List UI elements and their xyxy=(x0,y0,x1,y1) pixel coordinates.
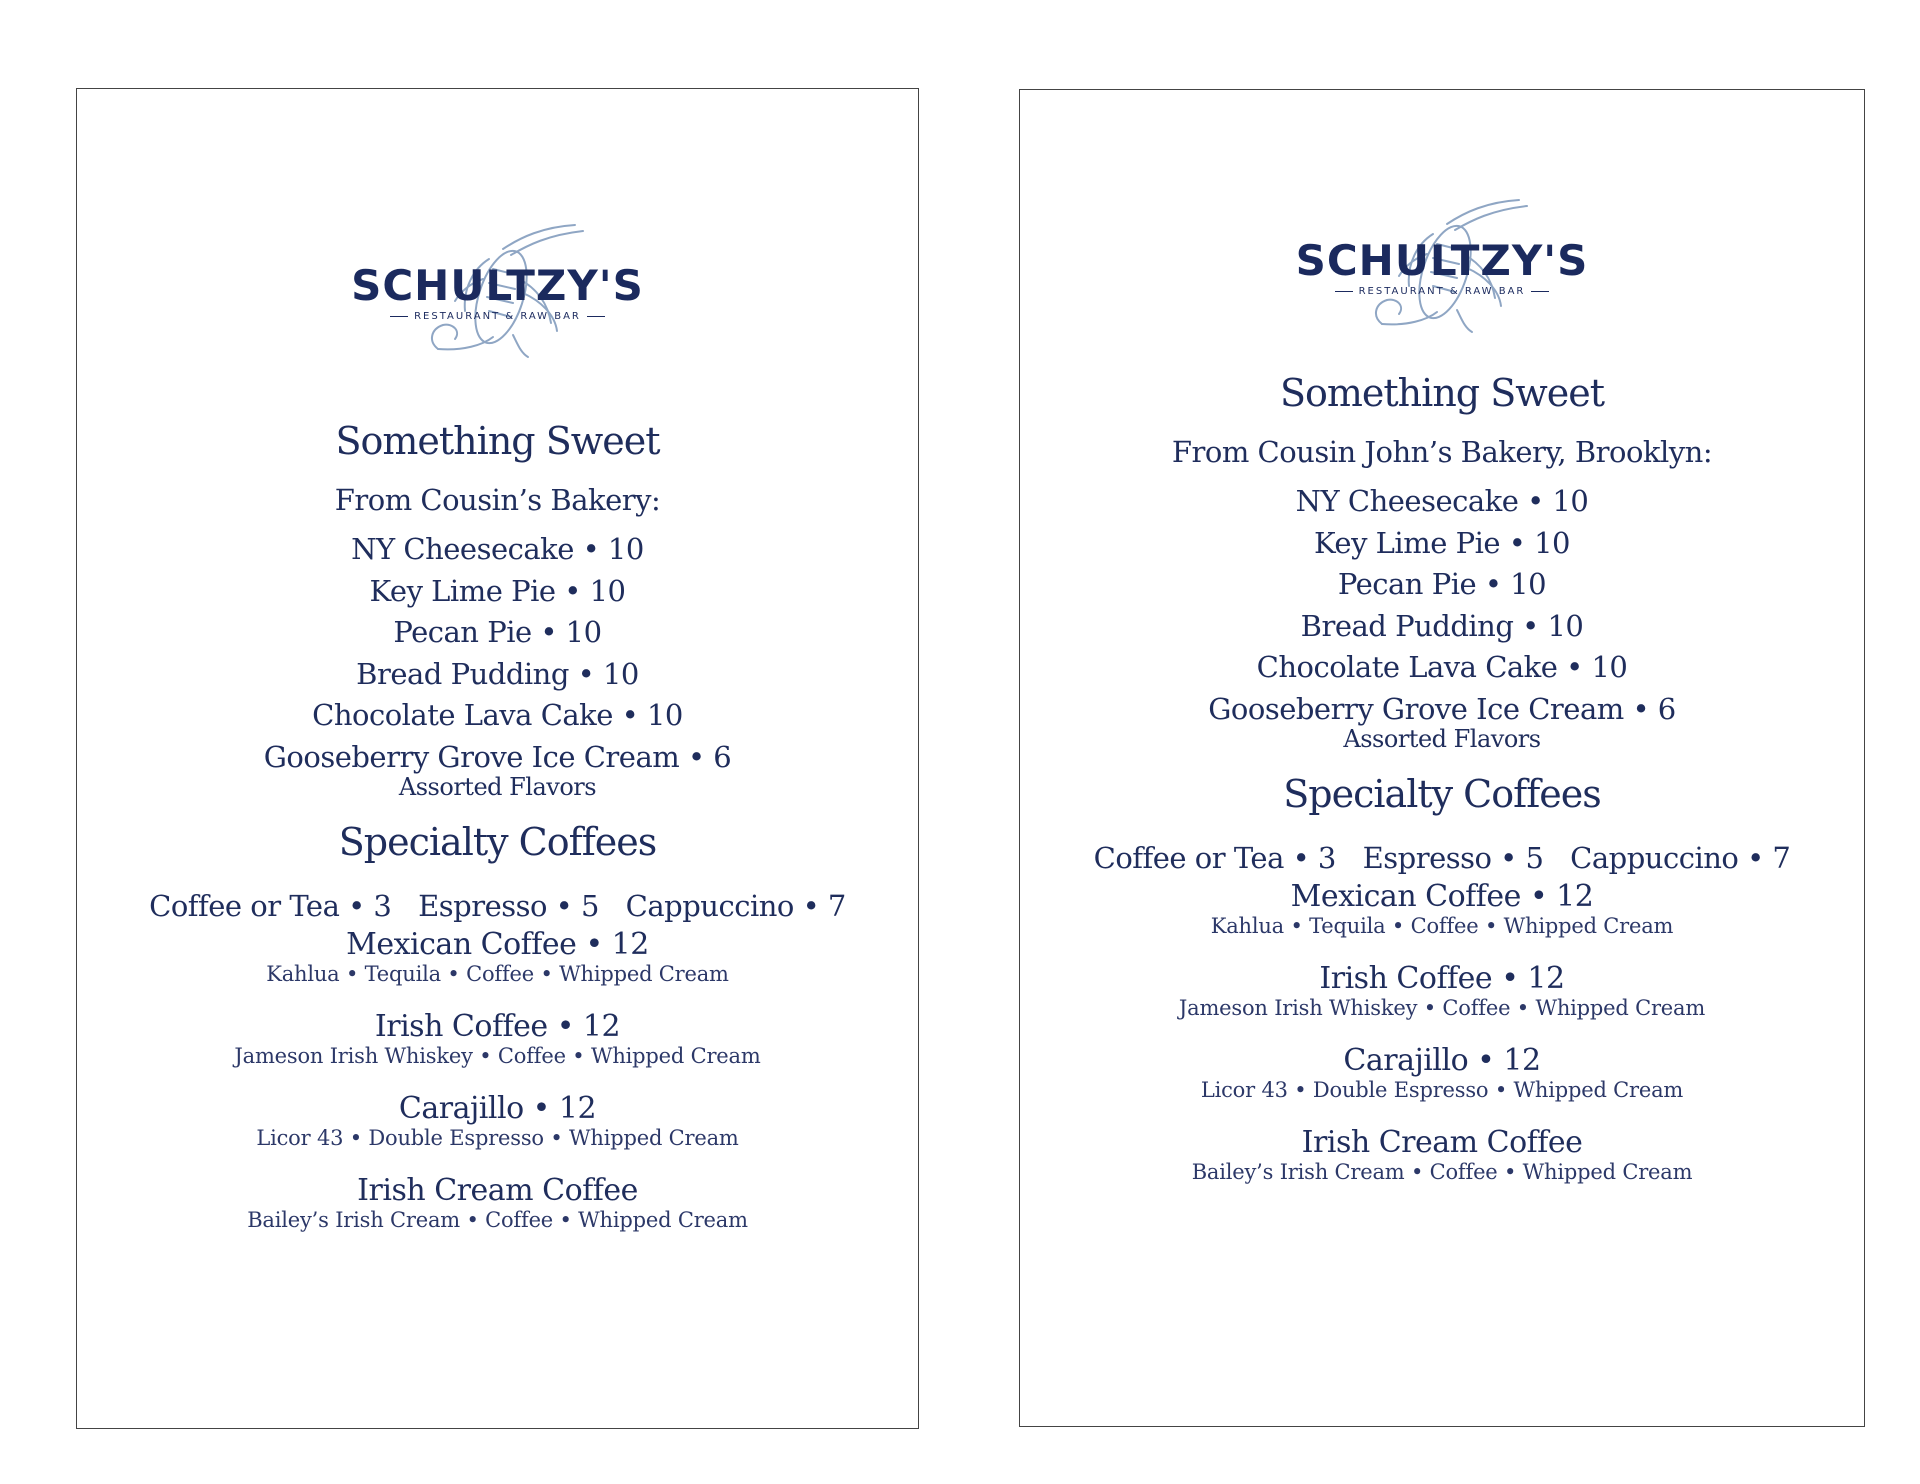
drink-item xyxy=(1020,1044,1864,1102)
menu-item: NY Cheesecake • 10 xyxy=(351,532,644,566)
coffee-basic-item: Coffee or Tea • 3 xyxy=(149,889,392,923)
menu-content-right xyxy=(1020,363,1864,1208)
menu-item: Pecan Pie • 10 xyxy=(1337,567,1547,601)
section-title-sweet: Something Sweet xyxy=(335,419,660,463)
coffee-basics xyxy=(77,884,918,928)
drink-desc: Bailey’s Irish Cream • Coffee • Whipped Cream xyxy=(1191,1160,1693,1184)
menu-card-left xyxy=(76,88,919,1429)
drink-name: Carajillo • 12 xyxy=(398,1091,597,1126)
menu-content-left xyxy=(77,411,918,1256)
drink-item xyxy=(1020,1126,1864,1184)
drink-desc: Jameson Irish Whiskey • Coffee • Whipped Cream xyxy=(234,1044,761,1068)
drink-item xyxy=(77,928,918,986)
drink-name: Irish Cream Coffee xyxy=(357,1173,638,1208)
drink-item xyxy=(77,1010,918,1068)
menu-item: Key Lime Pie • 10 xyxy=(369,573,626,608)
logo-wordmark: SCHULTZY'S xyxy=(1295,236,1589,285)
drink-item xyxy=(1020,962,1864,1020)
schultzys-logo xyxy=(1287,194,1597,334)
menu-item: Bread Pudding • 10 xyxy=(1300,608,1584,643)
coffee-basics xyxy=(1020,836,1864,880)
logo-wordmark: SCHULTZY'S xyxy=(351,261,644,310)
drink-name: Irish Coffee • 12 xyxy=(1319,961,1565,996)
drink-desc: Licor 43 • Double Espresso • Whipped Cream xyxy=(1200,1078,1684,1102)
logo-tagline: RESTAURANT & RAW BAR xyxy=(1287,286,1597,297)
menu-item: Gooseberry Grove Ice Cream • 6 xyxy=(263,739,732,774)
menu-item: NY Cheesecake • 10 xyxy=(1295,484,1589,518)
menu-item-note: Assorted Flavors xyxy=(398,773,597,801)
menu-item: Gooseberry Grove Ice Cream • 6 xyxy=(1208,691,1676,726)
drink-desc: Kahlua • Tequila • Coffee • Whipped Cream xyxy=(1210,914,1674,938)
drink-name: Carajillo • 12 xyxy=(1343,1043,1541,1078)
drink-desc: Jameson Irish Whiskey • Coffee • Whipped Cream xyxy=(1178,996,1706,1020)
drink-name: Irish Cream Coffee xyxy=(1301,1125,1583,1160)
section-title-coffees: Specialty Coffees xyxy=(1283,772,1601,816)
menu-item: Chocolate Lava Cake • 10 xyxy=(1256,650,1628,684)
menu-item: Pecan Pie • 10 xyxy=(393,615,602,649)
drink-name: Mexican Coffee • 12 xyxy=(1290,879,1594,914)
coffee-basic-item: Espresso • 5 xyxy=(1362,841,1544,875)
coffee-basic-item: Espresso • 5 xyxy=(418,889,599,923)
drink-name: Irish Coffee • 12 xyxy=(374,1009,621,1044)
menu-item: Bread Pudding • 10 xyxy=(356,656,639,691)
drink-item xyxy=(77,1092,918,1150)
drink-name: Mexican Coffee • 12 xyxy=(346,927,649,962)
logo-tagline: RESTAURANT & RAW BAR xyxy=(343,311,653,322)
menu-item: Key Lime Pie • 10 xyxy=(1314,525,1570,560)
menu-card-right xyxy=(1019,89,1865,1427)
coffee-basic-item: Cappuccino • 7 xyxy=(1570,841,1791,875)
bakery-source: From Cousin’s Bakery: xyxy=(334,483,661,517)
drink-desc: Bailey’s Irish Cream • Coffee • Whipped Cream xyxy=(247,1208,748,1232)
section-title-sweet: Something Sweet xyxy=(1279,371,1604,415)
drink-item xyxy=(1020,880,1864,938)
drink-item xyxy=(77,1174,918,1232)
schultzys-logo xyxy=(343,219,653,359)
bakery-source: From Cousin John’s Bakery, Brooklyn: xyxy=(1171,435,1713,469)
drink-desc: Licor 43 • Double Espresso • Whipped Cream xyxy=(256,1126,739,1150)
section-title-coffees: Specialty Coffees xyxy=(338,820,657,864)
drink-desc: Kahlua • Tequila • Coffee • Whipped Cream xyxy=(266,962,729,986)
coffee-basic-item: Coffee or Tea • 3 xyxy=(1093,841,1336,875)
coffee-basic-item: Cappuccino • 7 xyxy=(625,889,846,923)
menu-item-note: Assorted Flavors xyxy=(1343,725,1541,753)
menu-item: Chocolate Lava Cake • 10 xyxy=(312,698,683,732)
